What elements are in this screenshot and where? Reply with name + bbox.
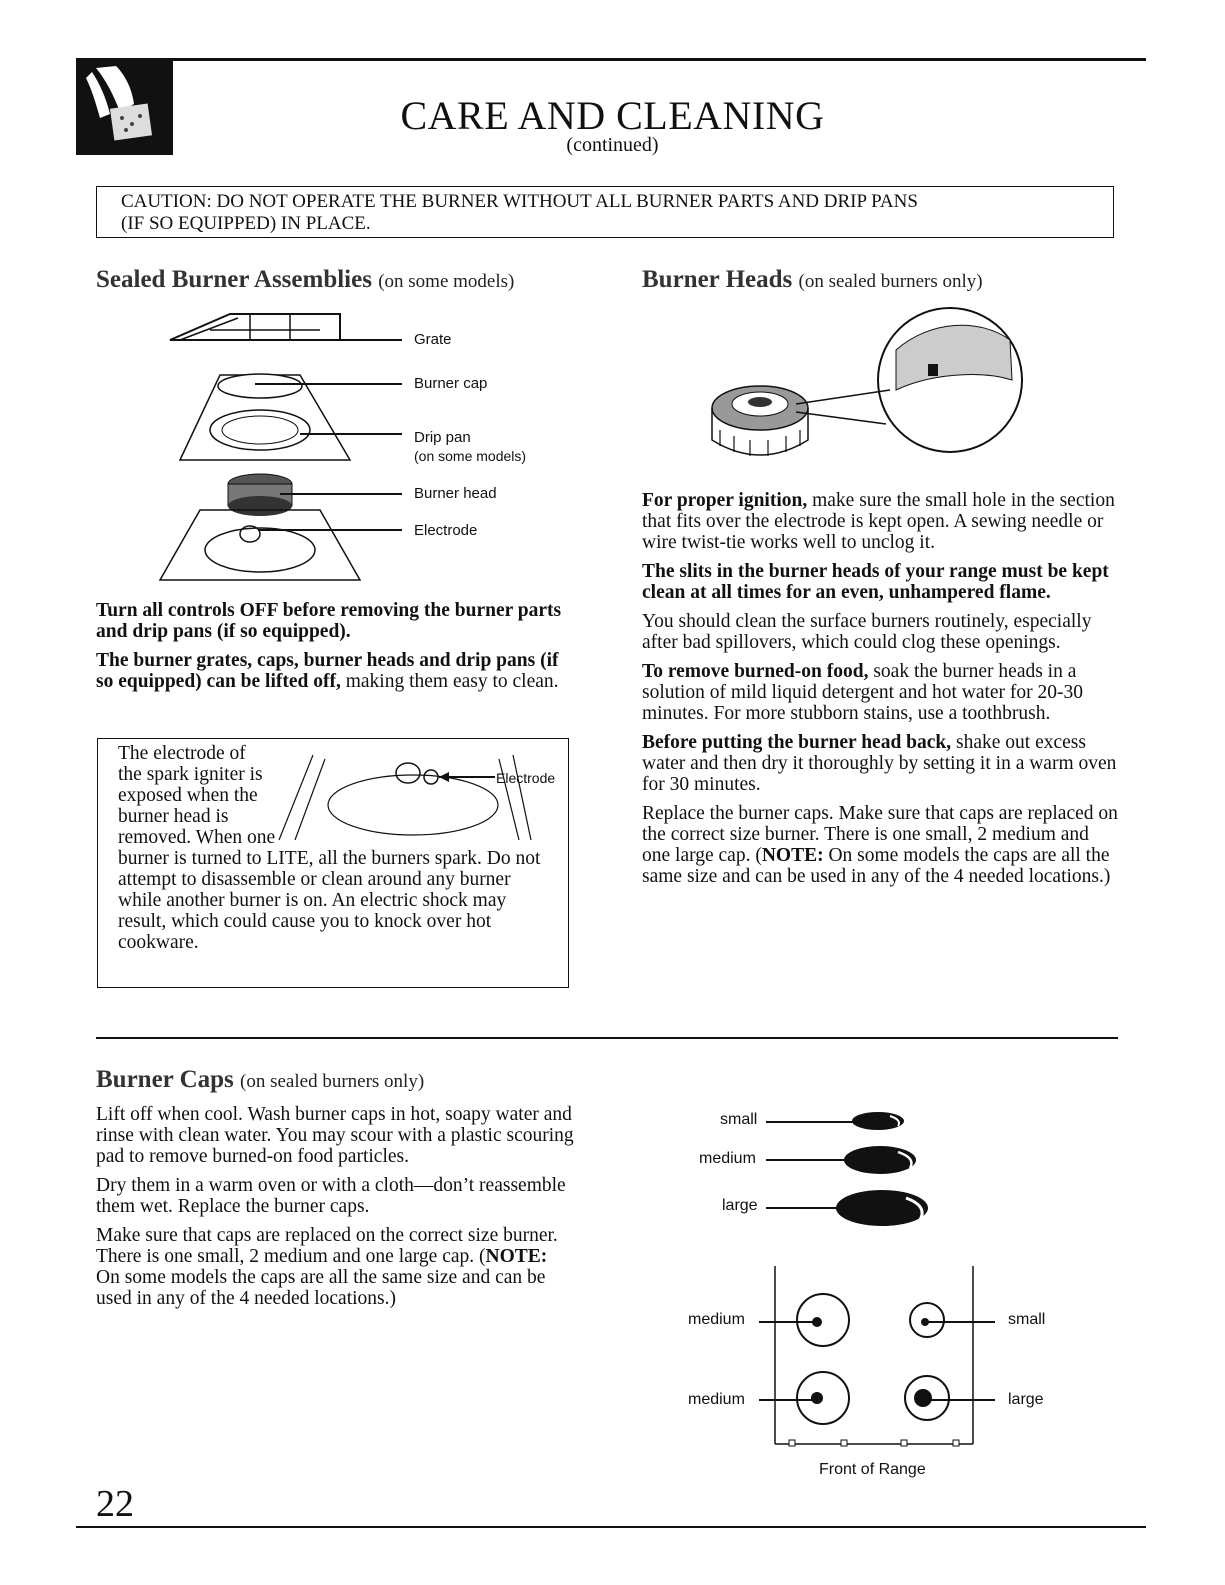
sealed-text	[96, 600, 576, 700]
sealed-paragraph-2: The burner grates, caps, burner heads and drip pans (if so equipped) can be lifted off, making them easy to clean.	[96, 650, 559, 692]
page-title: CARE AND CLEANING	[400, 93, 825, 138]
position-label-bottom-left: medium	[688, 1391, 745, 1408]
cap-label-large: large	[722, 1197, 758, 1214]
box-line-5: removed. When one	[118, 827, 276, 848]
range-position-diagram	[755, 1262, 1005, 1452]
caution-line-1: CAUTION: DO NOT OPERATE THE BURNER WITHOUT ALL BURNER PARTS AND DRIP PANS	[121, 191, 918, 212]
sealed-heading: Sealed Burner Assemblies (on some models)	[96, 266, 515, 293]
heads-text	[642, 490, 1120, 895]
cap-sizes-diagram	[760, 1100, 960, 1230]
box-electrode-label: Electrode	[496, 770, 556, 786]
sealed-paragraph-1: Turn all controls OFF before removing the burner parts and drip pans (if so equipped).	[96, 600, 562, 642]
label-grate: Grate	[414, 331, 452, 348]
heads-paragraph-5: Before putting the burner head back, shake out excess water and then dry it thoroughly by setting it in a warm oven for 30 minutes.	[642, 732, 1117, 795]
top-rule	[76, 58, 1146, 61]
box-line-2: the spark igniter is	[118, 764, 263, 785]
bottom-rule	[76, 1526, 1146, 1528]
heads-paragraph-6: Replace the burner caps. Make sure that caps are replaced on the correct size burner. There is one small, 2 medium and one large cap. (NOTE: On some models the caps are all the same size and can be used in any of the 4 needed locations.)	[642, 803, 1118, 887]
cap-label-small: small	[720, 1111, 758, 1128]
caution-line-2: (IF SO EQUIPPED) IN PLACE.	[121, 213, 371, 234]
label-burner-head: Burner head	[414, 485, 497, 502]
heads-heading: Burner Heads (on sealed burners only)	[642, 266, 983, 293]
caps-paragraph-3: Make sure that caps are replaced on the correct size burner. There is one small, 2 medium and one large cap. (NOTE: On some models the caps are all the same size and can be used in any of the 4 needed locations.)	[96, 1225, 558, 1309]
page-subtitle: (continued)	[566, 134, 659, 156]
caps-text	[96, 1104, 574, 1317]
label-drip-pan-note: (on some models)	[414, 448, 527, 464]
page-number: 22	[96, 1483, 134, 1525]
heads-paragraph-3: You should clean the surface burners routinely, especially after bad spillovers, which could clog these openings.	[642, 611, 1092, 653]
burner-head-diagram	[700, 300, 1040, 480]
caps-paragraph-2: Dry them in a warm oven or with a cloth—don’t reassemble them wet. Replace the burner caps.	[96, 1175, 566, 1217]
caps-heading: Burner Caps (on sealed burners only)	[96, 1066, 425, 1093]
section-divider	[96, 1037, 1118, 1039]
caution-box	[96, 186, 1114, 238]
heads-paragraph-2: The slits in the burner heads of your range must be kept clean at all times for an even, unhampered flame.	[642, 561, 1109, 603]
position-label-top-left: medium	[688, 1311, 745, 1328]
position-label-top-right: small	[1008, 1311, 1046, 1328]
box-line-3: exposed when the	[118, 785, 258, 806]
label-drip-pan: Drip pan	[414, 429, 471, 446]
position-label-bottom-right: large	[1008, 1391, 1044, 1408]
heads-paragraph-1: For proper ignition, make sure the small hole in the section that fits over the electrode is kept open. A sewing needle or wire twist-tie works well to unclog it.	[642, 490, 1115, 553]
caps-paragraph-1: Lift off when cool. Wash burner caps in hot, soapy water and rinse with clean water. You may scour with a plastic scouring pad to remove burned-on food particles.	[96, 1104, 574, 1167]
box-line-4: burner head is	[118, 806, 229, 827]
heads-paragraph-4: To remove burned-on food, soak the burner heads in a solution of mild liquid detergent and hot water for 20-30 minutes. For more stubborn stains, use a toothbrush.	[642, 661, 1084, 724]
cap-label-medium: medium	[699, 1150, 756, 1167]
electrode-warning-box	[97, 738, 569, 988]
sealed-burner-diagram	[150, 300, 570, 590]
label-electrode: Electrode	[414, 522, 478, 539]
box-rest: burner is turned to LITE, all the burners spark. Do not attempt to disassemble or clean around any burner while another burner is on. An electric shock may result, which could cause you to knock over hot cookware.	[118, 848, 541, 953]
label-burner-cap: Burner cap	[414, 375, 488, 392]
box-line-1: The electrode of	[118, 743, 246, 764]
front-of-range-label: Front of Range	[819, 1461, 926, 1478]
